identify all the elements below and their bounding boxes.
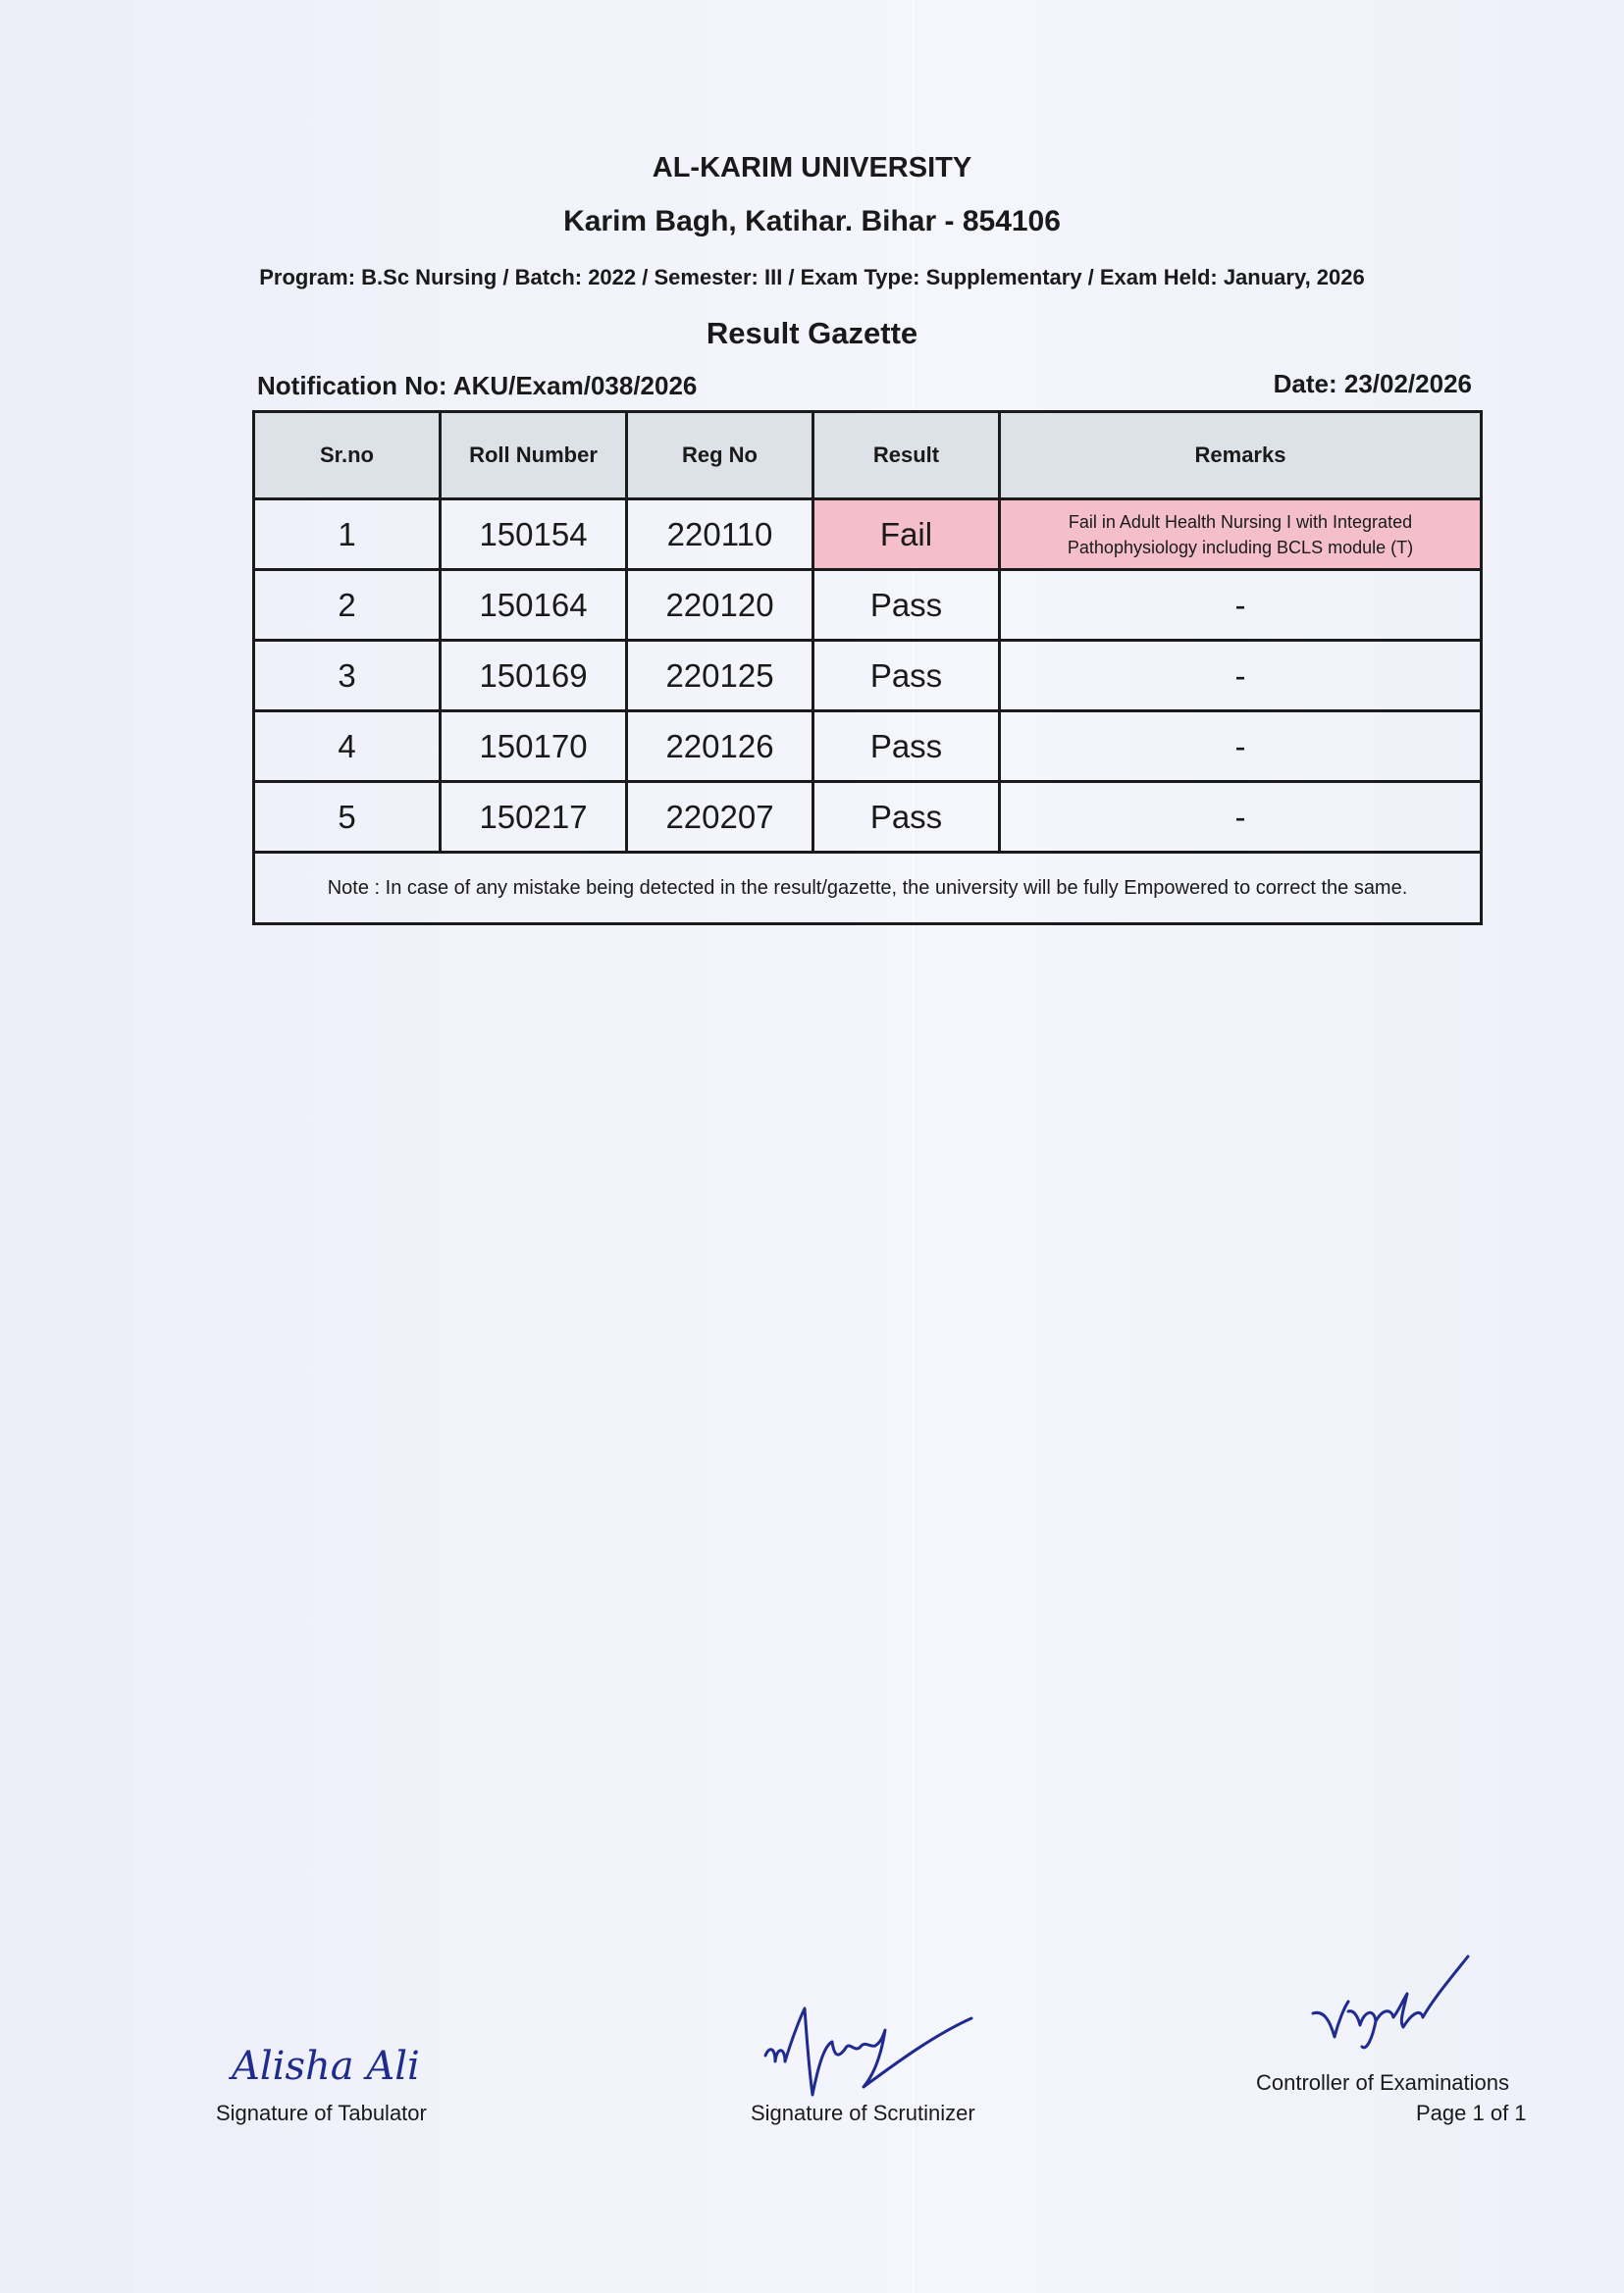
remarks-line: Fail in Adult Health Nursing I with Integrated [1068, 511, 1413, 532]
table-row [254, 570, 1482, 641]
note-row [254, 853, 1482, 924]
roll-number-cell: 150217 [441, 782, 627, 853]
roll-number-cell: 150164 [441, 570, 627, 641]
column-header-result: Result [813, 412, 1000, 499]
result-cell: Pass [813, 570, 1000, 641]
reg-no-cell: 220120 [627, 570, 813, 641]
tabulator-signature-text: Alisha Ali [232, 2044, 420, 2089]
remarks-line: Pathophysiology including BCLS module (T) [1067, 537, 1414, 557]
result-cell-fail: Fail [813, 499, 1000, 570]
remarks-cell: - [1000, 711, 1482, 782]
scrutinizer-signature-label: Signature of Scrutinizer [751, 2101, 975, 2125]
gazette-date: Date: 23/02/2026 [1273, 369, 1472, 398]
program-details: Program: B.Sc Nursing / Batch: 2022 / Semester: III / Exam Type: Supplementary / Exam Held: January, 2026 [259, 265, 1365, 289]
table-header-row [254, 412, 1482, 499]
tabulator-signature [228, 2036, 434, 2095]
controller-signature [1305, 1953, 1472, 2070]
university-name: AL-KARIM UNIVERSITY [652, 152, 972, 183]
remarks-cell [1000, 499, 1482, 570]
tabulator-signature-label: Signature of Tabulator [216, 2101, 427, 2125]
reg-no-cell: 220207 [627, 782, 813, 853]
table-row [254, 711, 1482, 782]
page-title: Result Gazette [706, 316, 918, 350]
remarks-cell: - [1000, 570, 1482, 641]
roll-number-cell: 150170 [441, 711, 627, 782]
column-header-remarks: Remarks [1000, 412, 1482, 499]
table-row [254, 641, 1482, 711]
column-header-reg-no: Reg No [627, 412, 813, 499]
sr-no-cell: 3 [254, 641, 441, 711]
reg-no-cell: 220125 [627, 641, 813, 711]
reg-no-cell: 220110 [627, 499, 813, 570]
roll-number-cell: 150154 [441, 499, 627, 570]
university-address: Karim Bagh, Katihar. Bihar - 854106 [563, 205, 1061, 237]
reg-no-cell: 220126 [627, 711, 813, 782]
table-row [254, 499, 1482, 570]
column-header-sr-no: Sr.no [254, 412, 441, 499]
result-cell: Pass [813, 641, 1000, 711]
column-header-roll-number: Roll Number [441, 412, 627, 499]
remarks-cell: - [1000, 782, 1482, 853]
controller-signature-label: Controller of Examinations [1256, 2070, 1510, 2095]
sr-no-cell: 1 [254, 499, 441, 570]
sr-no-cell: 4 [254, 711, 441, 782]
result-table [252, 410, 1483, 925]
sr-no-cell: 5 [254, 782, 441, 853]
result-cell: Pass [813, 782, 1000, 853]
roll-number-cell: 150169 [441, 641, 627, 711]
table-row [254, 782, 1482, 853]
page-number: Page 1 of 1 [1416, 2101, 1527, 2125]
notification-number: Notification No: AKU/Exam/038/2026 [257, 371, 698, 400]
sr-no-cell: 2 [254, 570, 441, 641]
remarks-cell: - [1000, 641, 1482, 711]
scrutinizer-signature [756, 1997, 981, 2105]
gazette-note: Note : In case of any mistake being detected in the result/gazette, the university will be fully Empowered to correct the same. [254, 853, 1482, 924]
result-cell: Pass [813, 711, 1000, 782]
